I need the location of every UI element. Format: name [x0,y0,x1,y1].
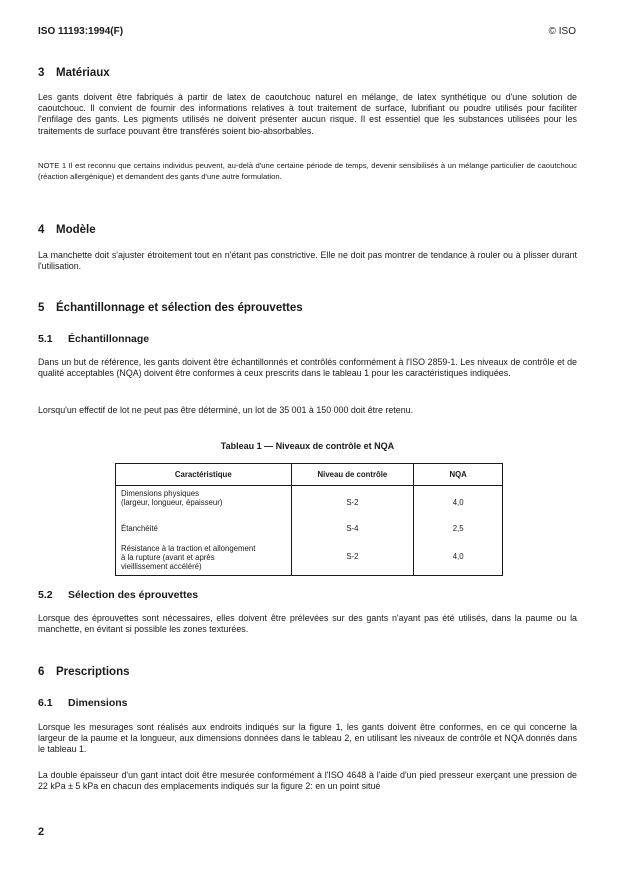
section-title: Matériaux [56,67,110,79]
section-6-heading [38,666,577,678]
cell-characteristic [116,538,292,576]
characteristic-line: (largeur, longueur, épaisseur) [121,498,223,508]
subsection-5-1-heading [38,333,577,345]
table-1-caption: Tableau 1 — Niveaux de contrôle et NQA [220,441,395,451]
cell-control-level: S-4 [291,520,414,538]
subsection-number: 5.2 [38,589,53,601]
section-3-heading [38,67,577,79]
column-header-nqa: NQA [414,464,503,486]
cell-control-level: S-2 [291,486,414,520]
section-4-heading [38,224,577,236]
subsection-number: 5.1 [38,333,53,345]
table-row [116,486,503,520]
characteristic-line: à la rupture (avant et après [121,552,215,562]
characteristic-line: vieillissement accéléré) [121,562,202,572]
subsection-6-1-paragraph-2: La double épaisseur d'un gant intact doit être mesurée conformément à l'ISO 4648 à l'aide d'un pied presseur exerçant une pression de 22 kPa ± 5 kPa en chacun des emplacements indiqués sur la figure 2: en un point situé [38,770,577,792]
section-4-paragraph: La manchette doit s'ajuster étroitement tout en n'étant pas constrictive. Elle ne doit pas montrer de tendance à rouler ou à plisser durant l'utilisation. [38,250,577,272]
subsection-5-2-paragraph: Lorsque des éprouvettes sont nécessaires, elles doivent être prélevées sur des gants n'ayant pas été utilisés, dans la paume ou la manchette, en évitant si possible les zones texturées. [38,613,577,635]
characteristic-line: Résistance à la traction et allongement [121,543,256,553]
section-title: Modèle [56,224,96,236]
cell-nqa: 4,0 [414,538,503,576]
subsection-title: Sélection des éprouvettes [68,589,199,601]
section-number: 3 [38,67,45,79]
subsection-6-1-heading [38,697,577,709]
column-header-control-level: Niveau de contrôle [291,464,414,486]
cell-control-level: S-2 [291,538,414,576]
standard-reference: ISO 11193:1994(F) [38,26,124,37]
subsection-title: Dimensions [68,697,128,709]
subsection-number: 6.1 [38,697,53,709]
cell-characteristic [116,486,292,520]
section-title: Échantillonnage et sélection des éprouvettes [56,302,303,314]
section-number: 4 [38,224,45,236]
note-1: NOTE 1 Il est reconnu que certains individus peuvent, au-delà d'une certaine période de temps, devenir sensibilisés à un mélange particulier de caoutchouc (réaction allergénique) et demandent des gants d'une autre formulation. [38,161,577,181]
section-number: 6 [38,666,45,678]
section-5-heading [38,302,577,314]
subsection-5-1-paragraph-2: Lorsqu'un effectif de lot ne peut pas être déterminé, un lot de 35 001 à 150 000 doit être retenu. [38,405,414,415]
subsection-5-2-heading [38,589,577,601]
characteristic-line: Dimensions physiques [121,489,200,498]
table-header-row [116,464,503,486]
characteristic-line: Étanchéité [121,523,158,533]
cell-nqa: 4,0 [414,486,503,520]
table-row [116,538,503,576]
section-number: 5 [38,302,45,314]
section-3-paragraph: Les gants doivent être fabriqués à partir de latex de caoutchouc naturel en mélange, de latex synthétique ou d'une solution de caoutchouc. Il convient de fournir des informations relatives à tout traitement de surface, lubrifiant ou poudre utilisés pour faciliter l'enfilage des gants. Les pigments utilisés ne doivent présenter aucun risque. Il est essentiel que les substances utilisées pour les traitements de surface pouvant être transférés soient bio-absorbables. [38,92,577,136]
column-header-characteristic: Caractéristique [116,464,292,486]
cell-nqa: 2,5 [414,520,503,538]
table-1 [115,463,503,576]
copyright-mark: © ISO [548,26,576,37]
subsection-5-1-paragraph-1: Dans un but de référence, les gants doivent être échantillonnés et contrôlés conformément à l'ISO 2859-1. Les niveaux de contrôle et de qualité acceptables (NQA) doivent être conformes à ceux prescrits dans le tableau 1 pour les caractéristiques indiquées. [38,357,577,379]
section-title: Prescriptions [56,666,130,678]
cell-characteristic [116,520,292,538]
table-row [116,520,503,538]
subsection-title: Échantillonnage [68,333,150,345]
page-number: 2 [38,826,45,838]
subsection-6-1-paragraph-1: Lorsque les mesurages sont réalisés aux endroits indiqués sur la figure 1, les gants doivent être conformes, en ce qui concerne la largeur de la paume et la longueur, aux dimensions données dans le tableau 2, en utilisant les niveaux de contrôle et NQA donnés dans le tableau 1. [38,722,577,755]
